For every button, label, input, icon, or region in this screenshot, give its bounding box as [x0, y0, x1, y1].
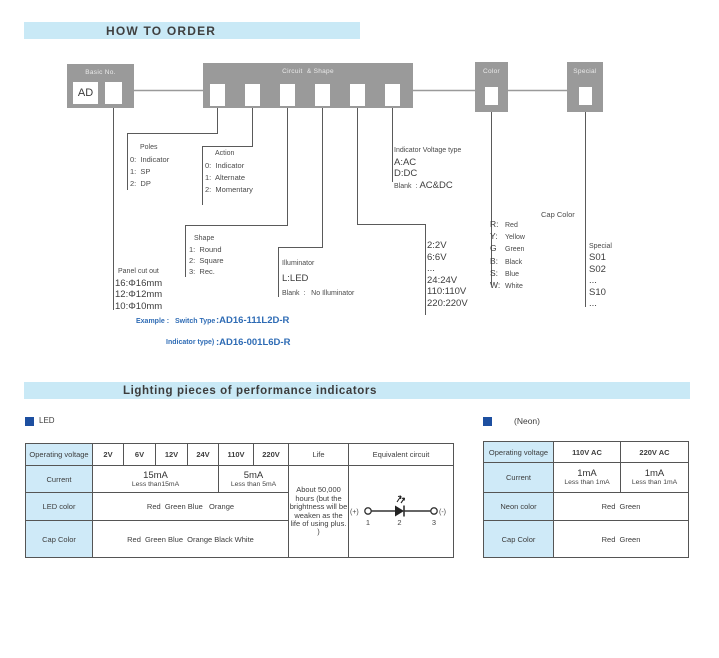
- special-box: [567, 62, 603, 112]
- led-circuit-header: Equivalent circuit: [349, 444, 454, 466]
- neon-row-label: Operating voltage: [484, 442, 554, 463]
- special-box-label: Special: [573, 68, 597, 75]
- led-section-label: LED: [39, 416, 55, 425]
- svg-text:3: 3: [431, 517, 437, 527]
- led-bullet-icon: [25, 417, 34, 426]
- shape-legend: Shape 1: Round 2: Square 3: Rec.: [189, 235, 224, 276]
- color-label: Color: [482, 68, 501, 75]
- lighting-title: Lighting pieces of performance indicators: [123, 384, 377, 397]
- code-cell-color: [485, 87, 498, 105]
- neon-current-cell: 1mA Less than 1mA: [554, 463, 621, 493]
- code-cell-voltage-type: [385, 84, 400, 106]
- code-cell-shape: [280, 84, 295, 106]
- basic-no-box: [67, 64, 134, 108]
- example-indicator-code: :AD16-001L6D-R: [216, 337, 291, 348]
- neon-cap-colors-cell: Red Green: [554, 521, 689, 558]
- code-cell-action: [245, 84, 260, 106]
- example-indicator-label: Indicator type): [166, 339, 215, 346]
- panel-cutout-legend: Panel cut out 16:Φ16mm 12:Φ12mm 10:Φ10mm: [115, 268, 163, 312]
- basic-no-blank-cell: [105, 82, 122, 104]
- code-cell-voltage: [350, 84, 365, 106]
- voltage-legend: 2:2V 6:6V ... 24:24V 110:110V 220:220V: [427, 240, 468, 309]
- svg-text:2: 2: [397, 517, 402, 527]
- color-box: [475, 62, 508, 112]
- example-label: Example :: [136, 318, 170, 325]
- cap-color-title: Cap Color: [541, 210, 575, 219]
- led-row-label: Current: [26, 466, 93, 493]
- led-current-low-cell: 15mA Less than15mA: [93, 466, 219, 493]
- neon-colors-cell: Red Green: [554, 493, 689, 521]
- neon-voltage-header: 220V AC: [621, 442, 689, 463]
- led-row-label: LED color: [26, 493, 93, 521]
- led-current-high-cell: 5mA Less than 5mA: [219, 466, 289, 493]
- neon-row-label: Current: [484, 463, 554, 493]
- code-cell-special: [579, 87, 592, 105]
- how-to-order-header-bar: [24, 22, 360, 39]
- basic-no-code-cell: AD: [73, 82, 98, 104]
- example-switch-label: Switch Type: [175, 318, 216, 325]
- led-voltage-header: 12V: [156, 444, 188, 466]
- led-voltage-header: 6V: [124, 444, 156, 466]
- cap-color-legend: R: Red Y: Yellow G Green B: Black S: Blue W: White: [490, 219, 525, 291]
- special-legend: Special S01 S02 ... S10 ...: [589, 243, 612, 309]
- led-cap-colors-cell: Red Green Blue Orange Black White: [93, 521, 289, 558]
- led-table: [25, 443, 454, 558]
- svg-text:(+): (+): [350, 508, 359, 516]
- led-colors-cell: Red Green Blue Orange: [93, 493, 289, 521]
- led-circuit-cell: [349, 466, 454, 558]
- led-life-header: Life: [289, 444, 349, 466]
- lighting-header-bar: [24, 382, 690, 399]
- led-row-label: Operating voltage: [26, 444, 93, 466]
- circuit-shape-label: Circuit & Shape: [282, 68, 334, 75]
- neon-row-label: Cap Color: [484, 521, 554, 558]
- equivalent-circuit-diagram: [349, 492, 453, 530]
- led-voltage-header: 2V: [93, 444, 124, 466]
- example-switch-code: :AD16-111L2D-R: [216, 315, 290, 326]
- neon-table: [483, 441, 689, 558]
- neon-bullet-icon: [483, 417, 492, 426]
- neon-voltage-header: 110V AC: [554, 442, 621, 463]
- code-cell-poles: [210, 84, 225, 106]
- code-cell-illuminator: [315, 84, 330, 106]
- neon-current-cell: 1mA Less than 1mA: [621, 463, 689, 493]
- led-life-cell: About 50,000 hours (but the brightness will be weaken as the life of using plus. ): [289, 466, 349, 558]
- led-emission-arrows-icon: [397, 496, 405, 503]
- circuit-shape-box: [203, 63, 413, 108]
- svg-text:(-): (-): [439, 508, 446, 516]
- neon-row-label: Neon color: [484, 493, 554, 521]
- poles-legend: Poles 0: Indicator 1: SP 2: DP: [130, 144, 170, 188]
- illuminator-legend: Illuminator L:LED Blank : No Illuminator: [282, 260, 355, 297]
- led-voltage-header: 24V: [188, 444, 219, 466]
- how-to-order-title: HOW TO ORDER: [106, 23, 217, 38]
- svg-text:1: 1: [365, 517, 371, 527]
- action-legend: Action 0: Indicator 1: Alternate 2: Momentary: [205, 150, 253, 194]
- basic-no-label: Basic No.: [85, 69, 116, 76]
- led-voltage-header: 110V: [219, 444, 254, 466]
- neon-section-label: (Neon): [514, 416, 540, 426]
- indicator-voltage-type-legend: Indicator Voltage type A:AC D:DC Blank : AC&DC: [394, 147, 462, 191]
- led-row-label: Cap Color: [26, 521, 93, 558]
- led-voltage-header: 220V: [254, 444, 289, 466]
